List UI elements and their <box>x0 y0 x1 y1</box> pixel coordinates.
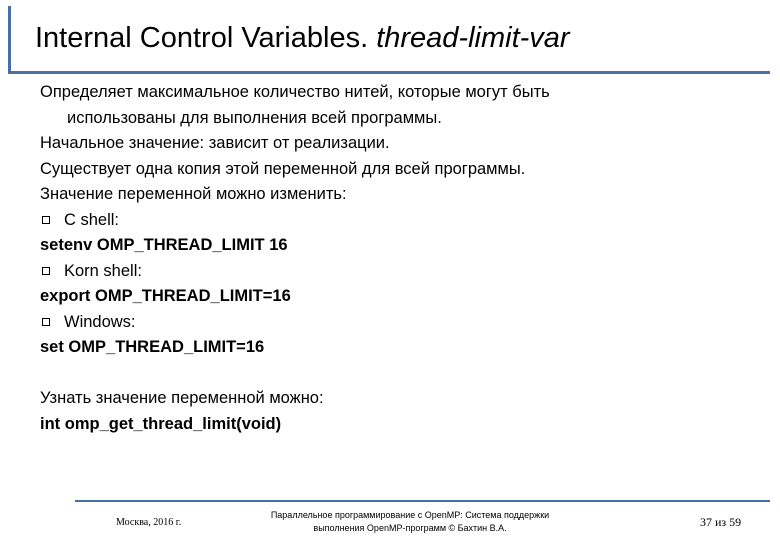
page-number: 37 из 59 <box>700 515 742 529</box>
korn-shell-command: export OMP_THREAD_LIMIT=16 <box>40 287 291 305</box>
windows-label: Windows: <box>64 312 136 331</box>
c-shell-item <box>40 208 760 234</box>
initial-value-text: Начальное значение: зависит от реализации. <box>40 134 390 152</box>
footer-course-line-2: выполнения OpenMP-программ © Бахтин В.А. <box>313 523 507 533</box>
c-shell-command: setenv OMP_THREAD_LIMIT 16 <box>40 236 288 254</box>
c-shell-label: C shell: <box>64 210 120 229</box>
description-line-2: использованы для выполнения всей программы. <box>67 108 442 127</box>
footer-location-date: Москва, 2016 г. <box>116 517 182 528</box>
query-function: int omp_get_thread_limit(void) <box>40 414 282 433</box>
title-plain: Internal Control Variables. <box>35 22 377 54</box>
windows-command: set OMP_THREAD_LIMIT=16 <box>40 338 265 356</box>
korn-shell-item <box>40 259 760 285</box>
query-label: Узнать значение переменной можно: <box>40 389 324 407</box>
windows-item <box>40 310 760 336</box>
square-bullet-icon <box>42 216 50 224</box>
page-title <box>35 20 570 56</box>
can-change-text: Значение переменной можно изменить: <box>40 185 347 203</box>
footer <box>0 495 780 540</box>
one-copy-text: Существует одна копия этой переменной для всей программы. <box>40 159 526 178</box>
square-bullet-icon <box>42 267 50 275</box>
description-line-1: Определяет максимальное количество нитей, которые могут быть <box>40 83 550 101</box>
slide-body <box>40 80 760 437</box>
footer-course-line-1: Параллельное программирование с OpenMP: Система поддержки <box>270 510 550 520</box>
footer-course-title <box>230 509 590 535</box>
spacer <box>40 361 760 387</box>
footer-divider <box>75 500 770 502</box>
title-variable-name: thread-limit-var <box>376 22 570 54</box>
square-bullet-icon <box>42 318 50 326</box>
korn-shell-label: Korn shell: <box>64 261 142 280</box>
